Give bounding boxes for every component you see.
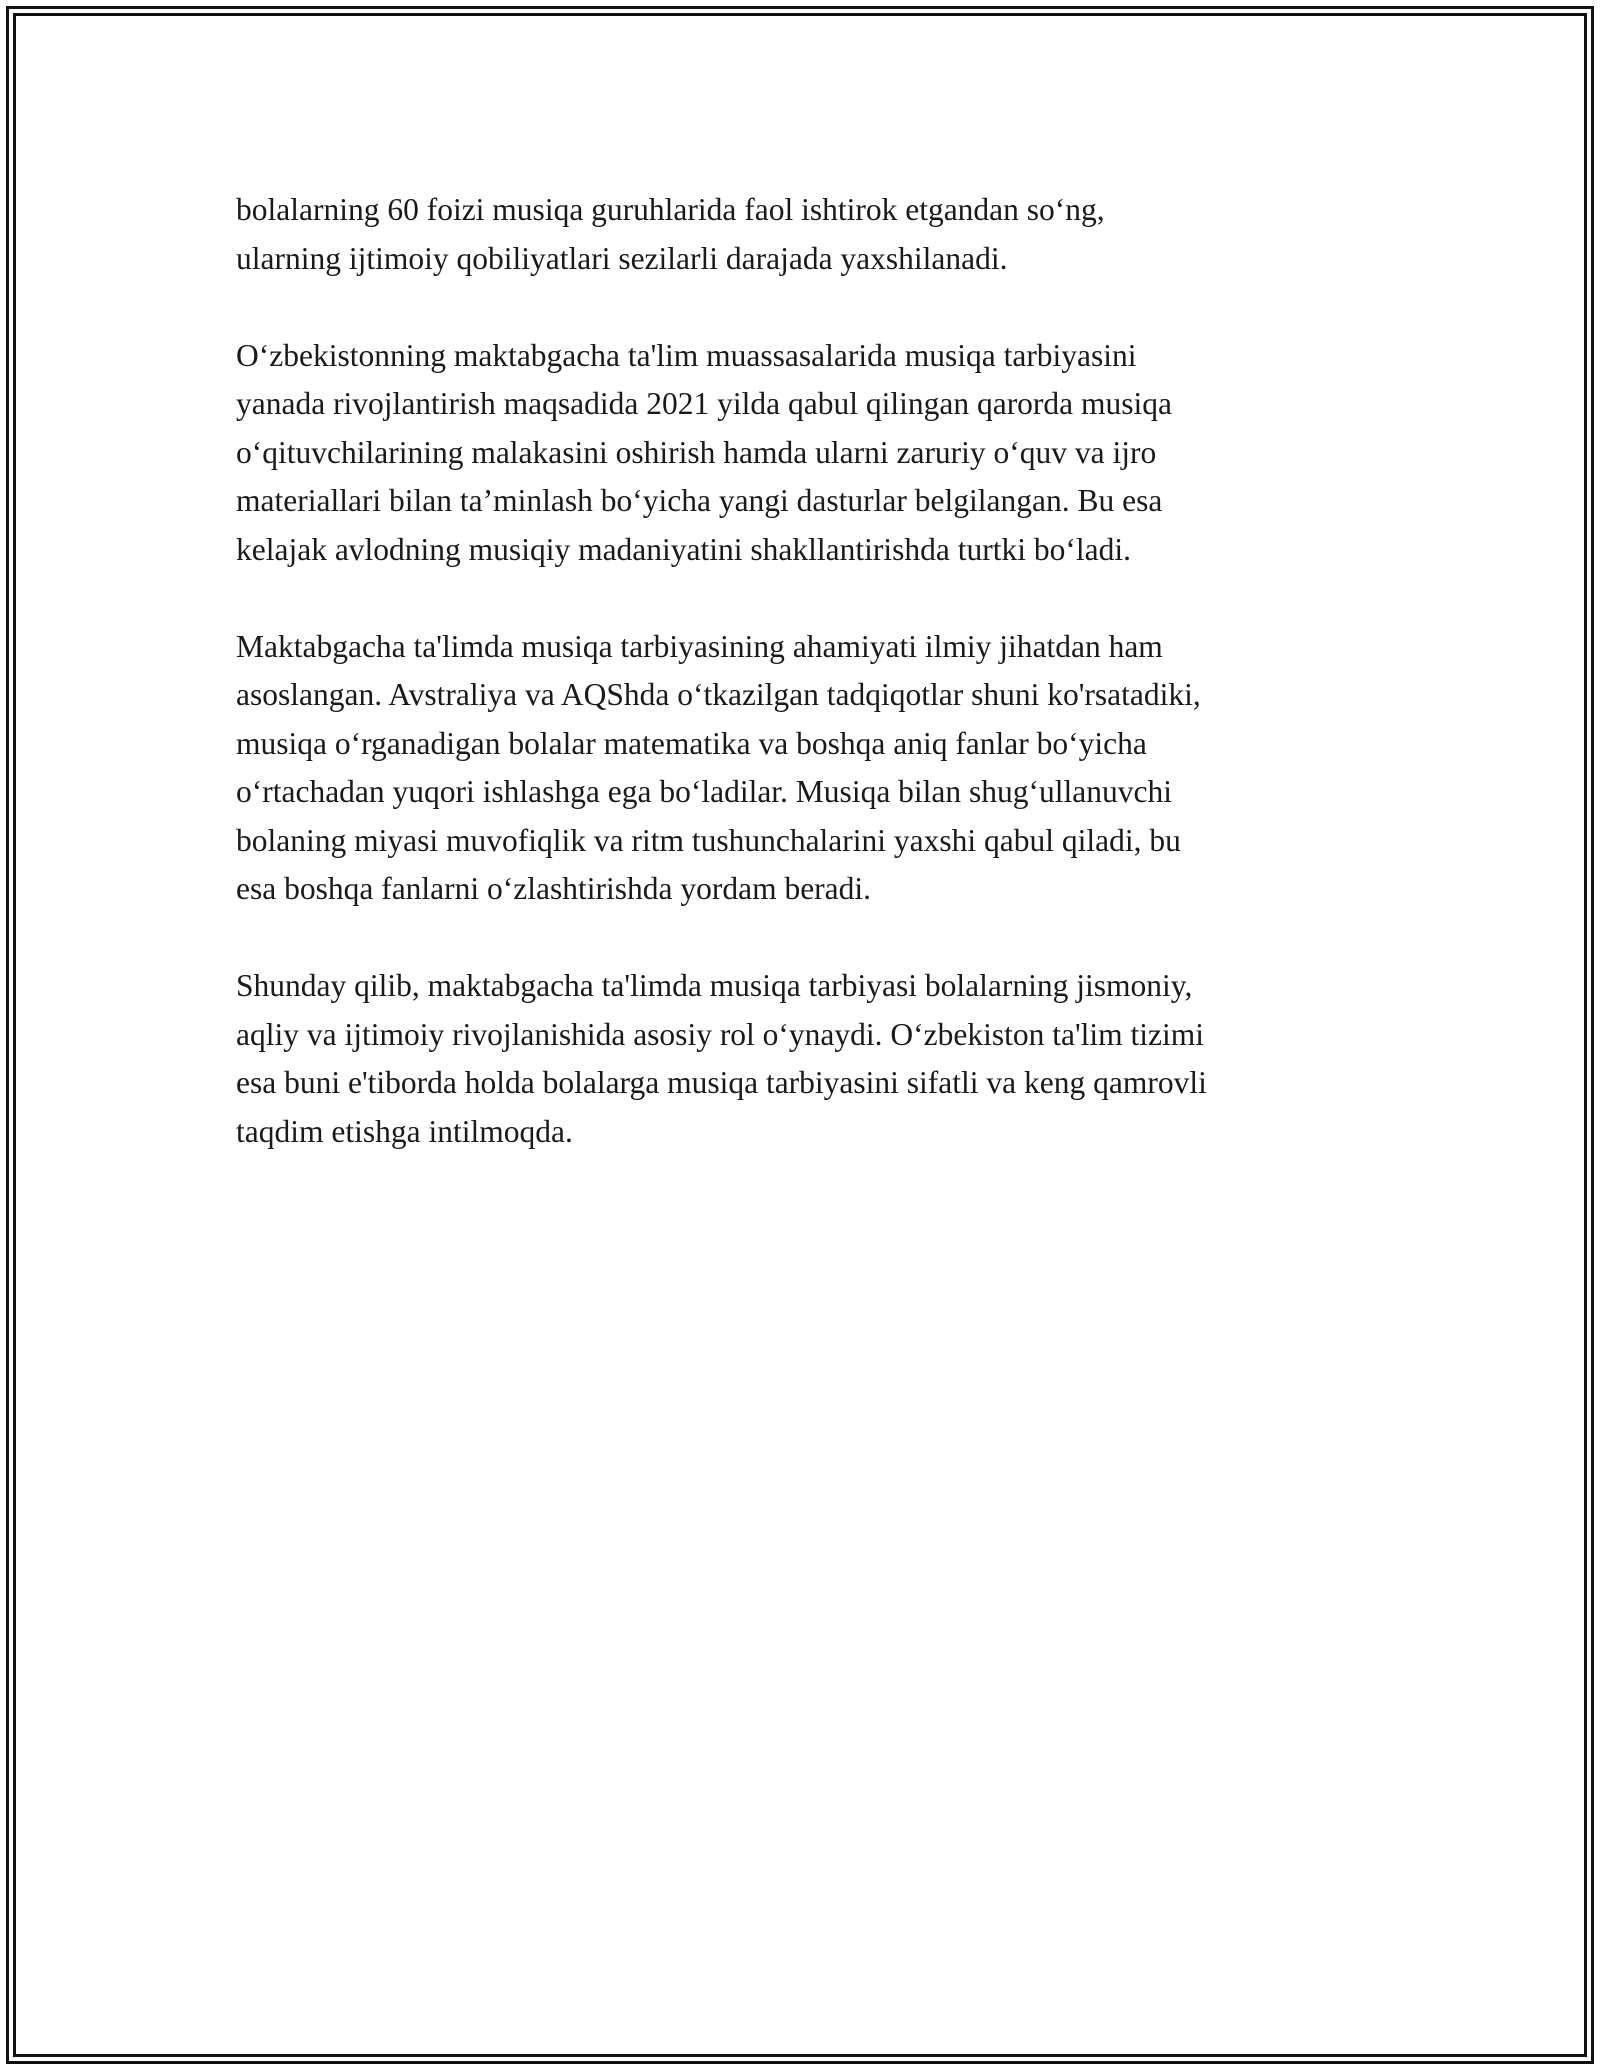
text-line: o‘rtachadan yuqori ishlashga ega bo‘ladilar. Musiqa bilan shug‘ullanuvchi <box>236 774 1173 809</box>
text-line: O‘zbekistonning maktabgacha ta'lim muassasalarida musiqa tarbiyasini <box>236 337 1137 373</box>
text-line: ularning ijtimoiy qobiliyatlari sezilarli darajada yaxshilanadi. <box>236 240 1008 276</box>
paragraph-2 <box>236 332 1386 575</box>
text-line: esa buni e'tiborda holda bolalarga musiqa tarbiyasini sifatli va keng qamrovli <box>236 1065 1207 1100</box>
text-line: asoslangan. Avstraliya va AQShda o‘tkazilgan tadqiqotlar shuni ko'rsatadiki, <box>236 677 1201 712</box>
text-line: musiqa o‘rganadigan bolalar matematika va boshqa aniq fanlar bo‘yicha <box>236 725 1147 761</box>
paragraph-1 <box>236 186 1386 283</box>
text-line: bolaning miyasi muvofiqlik va ritm tushunchalarini yaxshi qabul qiladi, bu <box>236 822 1181 858</box>
document-body <box>236 186 1386 1205</box>
text-line: esa boshqa fanlarni o‘zlashtirishda yordam beradi. <box>236 871 872 906</box>
text-line: materiallari bilan ta’minlash bo‘yicha yangi dasturlar belgilangan. Bu esa <box>236 483 1163 518</box>
text-line: Shunday qilib, maktabgacha ta'limda musiqa tarbiyasi bolalarning jismoniy, <box>236 968 1193 1003</box>
text-line: bolalarning 60 foizi musiqa guruhlarida faol ishtirok etgandan so‘ng, <box>236 192 1105 227</box>
text-line: taqdim etishga intilmoqda. <box>236 1113 573 1149</box>
paragraph-4 <box>236 962 1386 1156</box>
text-line: Maktabgacha ta'limda musiqa tarbiyasining ahamiyati ilmiy jihatdan ham <box>236 628 1163 664</box>
text-line: yanada rivojlantirish maqsadida 2021 yilda qabul qilingan qarorda musiqa <box>236 386 1173 421</box>
text-line: kelajak avlodning musiqiy madaniyatini shakllantirishda turtki bo‘ladi. <box>236 531 1131 567</box>
text-line: aqliy va ijtimoiy rivojlanishida asosiy rol o‘ynaydi. O‘zbekiston ta'lim tizimi <box>236 1016 1205 1052</box>
paragraph-3 <box>236 623 1386 914</box>
text-line: o‘qituvchilarining malakasini oshirish hamda ularni zaruriy o‘quv va ijro <box>236 434 1157 470</box>
